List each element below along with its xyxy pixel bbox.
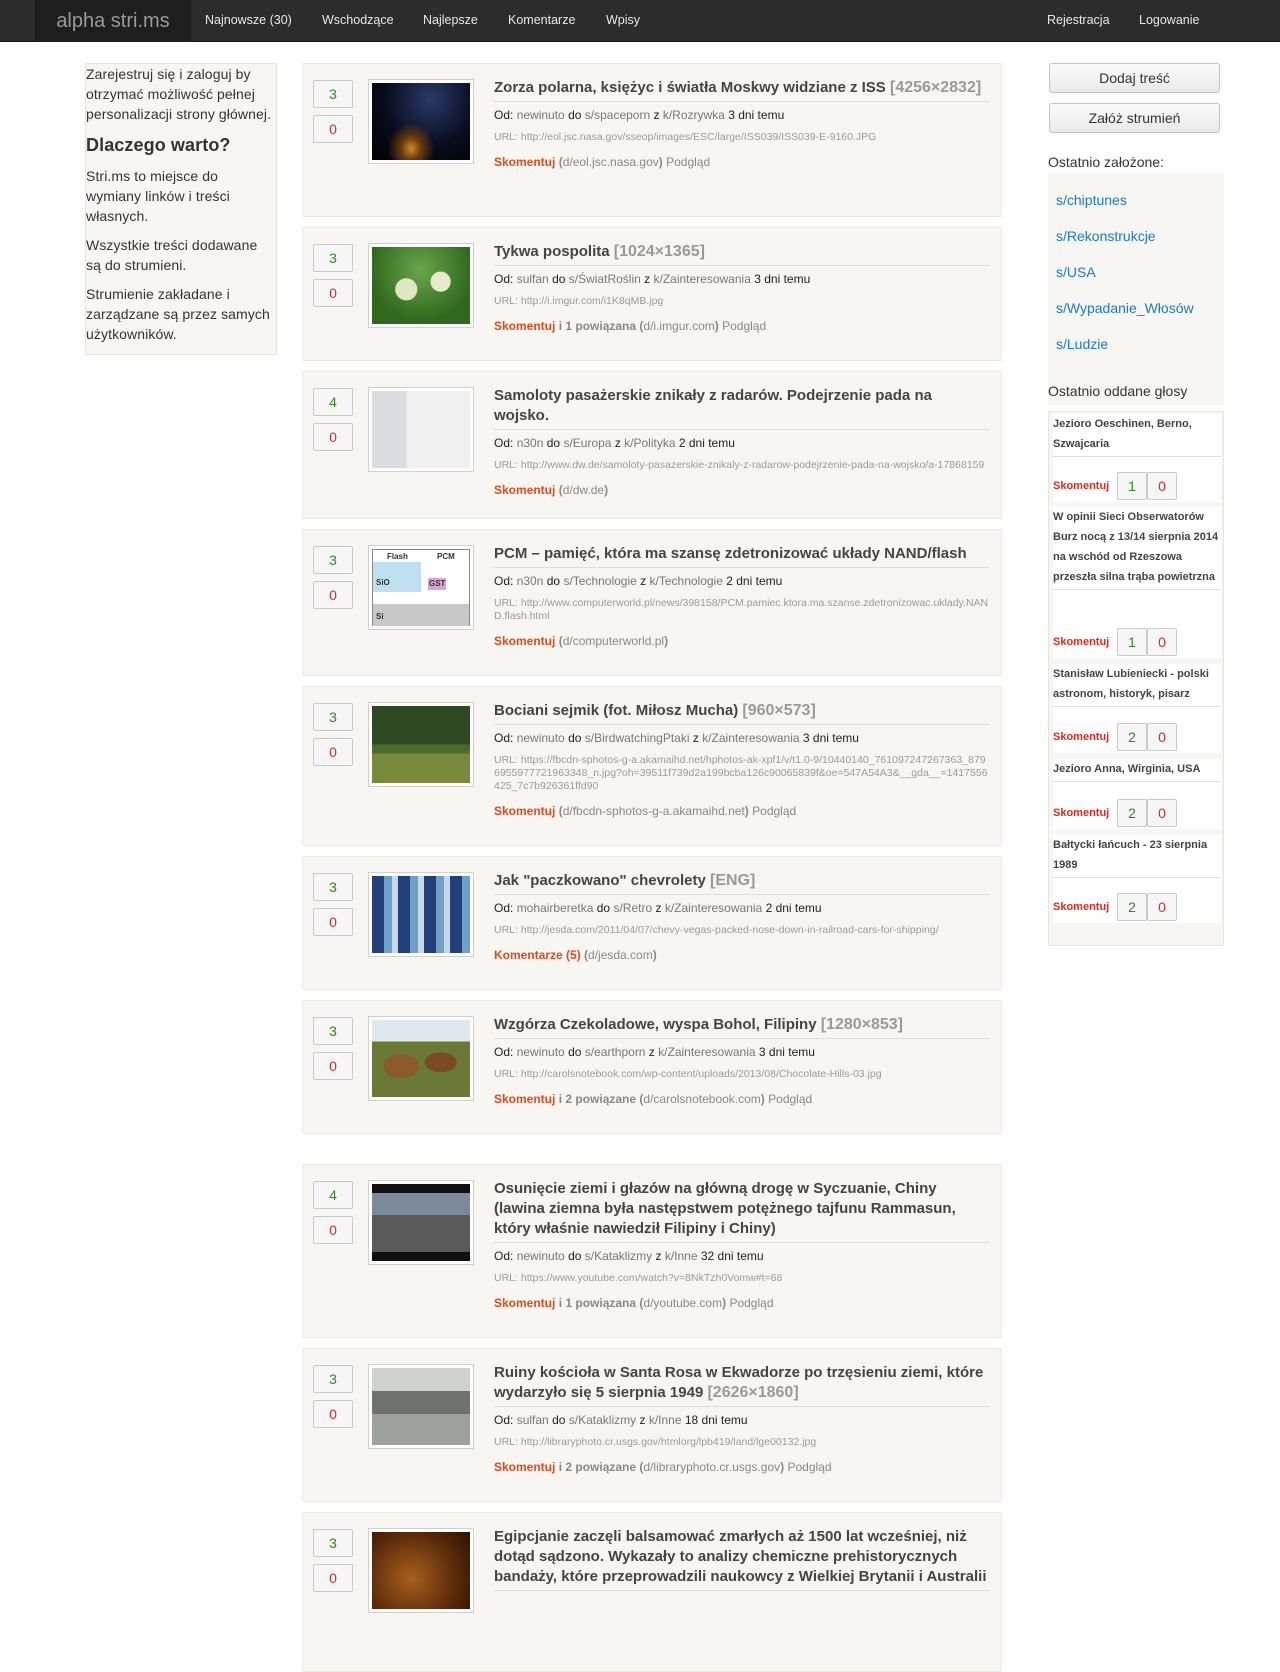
- post-url: [494, 295, 989, 308]
- author-link[interactable]: newinuto: [516, 731, 565, 745]
- post-dimensions: [1024×1365]: [613, 243, 705, 260]
- downvote-button[interactable]: 0: [313, 1564, 353, 1592]
- post-title-text[interactable]: Osunięcie ziemi i głazów na główną drogę w Syczuanie, Chiny (lawina ziemna była następstwem potężnego tajfunu Rammasun, który właśnie nawiedził Filipiny i Chiny): [494, 1180, 956, 1237]
- thumbnail-image: [372, 1368, 470, 1445]
- from-label: Od:: [494, 436, 514, 450]
- downvote-button[interactable]: 0: [313, 738, 353, 766]
- thumbnail-image: [372, 247, 470, 324]
- recent-votes-title: Ostatnio oddane głosy: [1048, 383, 1188, 399]
- why-heading: Dlaczego warto?: [86, 135, 231, 155]
- category-link[interactable]: k/Inne: [648, 1413, 682, 1427]
- post-time: 3 dni temu: [754, 272, 811, 286]
- post-info: [494, 544, 989, 649]
- comment-link[interactable]: Skomentuj: [494, 804, 556, 818]
- post-title-text[interactable]: Bociani sejmik (fot. Miłosz Mucha): [494, 702, 739, 719]
- post-title[interactable]: [494, 544, 989, 568]
- vote-item-upvote[interactable]: 2: [1117, 799, 1147, 827]
- upvote-button[interactable]: 3: [313, 80, 353, 108]
- vote-item-upvote[interactable]: 1: [1117, 628, 1147, 656]
- stream-link[interactable]: s/Kataklizmy: [584, 1249, 653, 1263]
- to-label: do: [568, 1045, 582, 1059]
- post-title[interactable]: [494, 701, 989, 725]
- url-link[interactable]: http://eol.jsc.nasa.gov/sseop/images/ESC/large/ISS039/ISS039-E-9160.JPG: [520, 131, 877, 143]
- url-link[interactable]: http://libraryphoto.cr.usgs.gov/htmlorg/lpb419/land/lge00132.jpg: [520, 1436, 817, 1448]
- post-title[interactable]: [494, 242, 989, 266]
- downvote-button[interactable]: 0: [313, 1400, 353, 1428]
- to-label: do: [552, 272, 566, 286]
- url-link[interactable]: http://www.dw.de/samoloty-pasazerskie-znikaly-z-radarow-podejrzenie-pada-na-wojsko/a-17868159: [520, 459, 985, 471]
- post-time: 3 dni temu: [802, 731, 859, 745]
- category-link[interactable]: k/Polityka: [624, 436, 676, 450]
- post-time: 2 dni temu: [678, 436, 735, 450]
- z-label: z: [644, 272, 651, 286]
- upvote-button[interactable]: 3: [313, 703, 353, 731]
- category-link[interactable]: k/Zainteresowania: [664, 901, 763, 915]
- post-dimensions: [2626×1860]: [707, 1384, 799, 1401]
- url-label: URL:: [494, 1272, 518, 1284]
- post-card: [302, 371, 1002, 519]
- z-label: z: [648, 1045, 655, 1059]
- post-meta: [494, 271, 989, 287]
- from-label: Od:: [494, 901, 514, 915]
- downvote-button[interactable]: 0: [313, 279, 353, 307]
- post-meta: [494, 573, 989, 589]
- nav-comments[interactable]: Komentarze: [508, 13, 576, 27]
- post-title[interactable]: [494, 1179, 989, 1243]
- post-info: [494, 1015, 989, 1107]
- domain-link[interactable]: d/jesda.com: [588, 948, 653, 962]
- post-card: [302, 63, 1002, 217]
- post-card: [302, 686, 1002, 846]
- stream-link[interactable]: s/earthporn: [584, 1045, 646, 1059]
- related-link[interactable]: i 2 powiązane: [558, 1460, 637, 1474]
- from-label: Od:: [494, 1413, 514, 1427]
- vote-item-title[interactable]: Stanisław Lubieniecki - polski astronom, historyk, pisarz: [1053, 664, 1221, 707]
- upvote-button[interactable]: 4: [313, 1181, 353, 1209]
- author-link[interactable]: newinuto: [516, 108, 565, 122]
- upvote-button[interactable]: 3: [313, 1529, 353, 1557]
- post-thumbnail[interactable]: [368, 545, 474, 630]
- domain-link[interactable]: d/computerworld.pl: [562, 634, 665, 648]
- from-label: Od:: [494, 272, 514, 286]
- post-thumbnail[interactable]: [368, 79, 474, 164]
- related-link[interactable]: i 1 powiązana: [558, 319, 637, 333]
- author-link[interactable]: n30n: [516, 574, 544, 588]
- post-meta: [494, 730, 989, 746]
- author-link[interactable]: mohairberetka: [516, 901, 594, 915]
- thumbnail-image: [372, 83, 470, 160]
- from-label: Od:: [494, 1249, 514, 1263]
- pcm-label-sio: SiO: [376, 578, 390, 587]
- post-info: [494, 1363, 989, 1475]
- preview-link[interactable]: Podgląd: [752, 804, 797, 818]
- post-title-text[interactable]: PCM – pamięć, która ma szansę zdetronizować układy NAND/flash: [494, 545, 967, 562]
- post-actions: Skomentuj i 2 powiązane (d/carolsnotebook.com) Podgląd: [494, 1092, 813, 1106]
- thumbnail-image: [372, 1020, 470, 1097]
- upvote-button[interactable]: 3: [313, 546, 353, 574]
- from-label: Od:: [494, 108, 514, 122]
- to-label: do: [546, 574, 561, 588]
- post-card: [302, 1000, 1002, 1134]
- comment-link[interactable]: Skomentuj: [494, 634, 556, 648]
- post-title-text[interactable]: Egipcjanie zaczęli balsamować zmarłych aż 1500 lat wcześniej, niż dotąd sądzono. Wykazały to analizy chemiczne prehistorycznych bandaży, które przeprowadzili naukowcy z Wielkiej Brytanii i Australii: [494, 1528, 987, 1585]
- post-title[interactable]: [494, 78, 989, 102]
- thumbnail-image: [372, 876, 470, 953]
- preview-link[interactable]: Podgląd: [666, 155, 711, 169]
- to-label: do: [568, 108, 582, 122]
- thumbnail-image: [372, 549, 470, 626]
- domain-link[interactable]: d/dw.de: [562, 483, 605, 497]
- from-label: Od:: [494, 731, 514, 745]
- post-title-text[interactable]: Ruiny kościoła w Santa Rosa w Ekwadorze po trzęsieniu ziemi, które wydarzyło się 5 sierpnia 1949: [494, 1364, 984, 1401]
- url-label: URL:: [494, 295, 518, 307]
- register-prompt: Zarejestruj się i zaloguj by otrzymać możliwość pełnej personalizacji strony głównej.: [86, 66, 272, 122]
- domain-link[interactable]: d/fbcdn-sphotos-g-a.akamaihd.net: [562, 804, 745, 818]
- vote-item-comment[interactable]: Skomentuj: [1053, 480, 1110, 492]
- upvote-button[interactable]: 3: [313, 1017, 353, 1045]
- upvote-button[interactable]: 3: [313, 244, 353, 272]
- post-actions: Skomentuj (d/fbcdn-sphotos-g-a.akamaihd.net) Podgląd: [494, 804, 797, 818]
- downvote-button[interactable]: 0: [313, 115, 353, 143]
- vote-item-downvote[interactable]: 0: [1147, 893, 1177, 921]
- comment-link[interactable]: Skomentuj: [494, 1092, 556, 1106]
- thumbnail-image: [372, 1532, 470, 1609]
- to-label: do: [552, 1413, 566, 1427]
- post-actions: Skomentuj i 2 powiązane (d/libraryphoto.cr.usgs.gov) Podgląd: [494, 1460, 832, 1474]
- post-url: [494, 131, 989, 144]
- vote-item-upvote[interactable]: 1: [1117, 472, 1147, 500]
- stream-link[interactable]: s/BirdwatchingPtaki: [584, 731, 690, 745]
- comment-link[interactable]: Skomentuj: [494, 319, 556, 333]
- post-card: [302, 227, 1002, 361]
- category-link[interactable]: k/Technologie: [649, 574, 723, 588]
- post-meta: [494, 1044, 989, 1060]
- nav-entries[interactable]: Wpisy: [606, 13, 641, 27]
- post-url: [494, 754, 989, 793]
- to-label: do: [568, 731, 582, 745]
- thumbnail-image: [372, 1184, 470, 1261]
- post-url: [494, 1068, 989, 1081]
- vote-item: [1053, 759, 1221, 829]
- url-label: URL:: [494, 459, 518, 471]
- category-link[interactable]: k/Inne: [664, 1249, 698, 1263]
- vote-item-downvote[interactable]: 0: [1147, 628, 1177, 656]
- post-thumbnail[interactable]: [368, 1528, 474, 1613]
- post-actions: Komentarze (5) (d/jesda.com): [494, 948, 657, 962]
- vote-item-title[interactable]: Jezioro Oeschinen, Berno, Szwajcaria: [1053, 414, 1221, 457]
- stream-link[interactable]: s/spaceporn: [584, 108, 651, 122]
- vote-item-downvote[interactable]: 0: [1147, 472, 1177, 500]
- vote-item-comment[interactable]: Skomentuj: [1053, 901, 1110, 913]
- z-label: z: [639, 1413, 646, 1427]
- url-link[interactable]: https://www.youtube.com/watch?v=8NkTzh0Vomw#t=68: [520, 1272, 783, 1284]
- recent-streams-title: Ostatnio założone:: [1048, 154, 1164, 170]
- downvote-button[interactable]: 0: [313, 908, 353, 936]
- url-label: URL:: [494, 131, 518, 143]
- post-thumbnail[interactable]: [368, 702, 474, 787]
- stream-link[interactable]: s/Retro: [613, 901, 653, 915]
- recent-streams-list: [1048, 173, 1224, 405]
- recent-stream-link[interactable]: s/chiptunes: [1056, 192, 1127, 208]
- recent-stream-link[interactable]: s/Ludzie: [1056, 336, 1109, 352]
- comment-link[interactable]: Skomentuj: [494, 155, 556, 169]
- category-link[interactable]: k/Zainteresowania: [653, 272, 751, 286]
- from-label: Od:: [494, 574, 514, 588]
- preview-link[interactable]: Podgląd: [722, 319, 767, 333]
- url-label: URL:: [494, 754, 518, 766]
- sidebar-left-info: [85, 63, 277, 355]
- post-thumbnail[interactable]: [368, 387, 474, 472]
- post-thumbnail[interactable]: [368, 872, 474, 957]
- post-title[interactable]: [494, 1015, 989, 1039]
- related-link[interactable]: i 2 powiązane: [558, 1092, 637, 1106]
- downvote-button[interactable]: 0: [313, 581, 353, 609]
- post-title[interactable]: [494, 386, 989, 430]
- recent-votes-list: [1048, 411, 1224, 946]
- url-link[interactable]: http://www.computerworld.pl/news/398158/PCM.pamiec.ktora.ma.szanse.zdetronizowac.uklady.NAND.flash.html: [494, 597, 989, 622]
- downvote-button[interactable]: 0: [313, 1052, 353, 1080]
- why-paragraph: Stri.ms to miejsce do wymiany linków i treści własnych.: [86, 168, 230, 224]
- domain-link[interactable]: d/i.imgur.com: [643, 319, 715, 333]
- post-time: 3 dni temu: [728, 108, 785, 122]
- post-info: [494, 386, 989, 498]
- post-title-text[interactable]: Wzgórza Czekoladowe, wyspa Bohol, Filipiny: [494, 1016, 817, 1033]
- stream-link[interactable]: s/Europa: [563, 436, 612, 450]
- post-time: 18 dni temu: [684, 1413, 748, 1427]
- to-label: do: [546, 436, 561, 450]
- vote-item-comment[interactable]: Skomentuj: [1053, 731, 1110, 743]
- post-dimensions: [ENG]: [709, 872, 756, 889]
- post-title[interactable]: [494, 1363, 989, 1407]
- preview-link[interactable]: Podgląd: [729, 1296, 774, 1310]
- post-dimensions: [4256×2832]: [889, 79, 982, 96]
- upvote-button[interactable]: 4: [313, 388, 353, 416]
- to-label: do: [568, 1249, 582, 1263]
- post-time: 3 dni temu: [758, 1045, 815, 1059]
- nav-newest[interactable]: Najnowsze (30): [205, 13, 292, 27]
- preview-link[interactable]: Podgląd: [768, 1092, 813, 1106]
- pcm-label-si: Si: [376, 612, 384, 621]
- related-link[interactable]: i 1 powiązana: [558, 1296, 637, 1310]
- z-label: z: [655, 901, 662, 915]
- post-dimensions: [960×573]: [742, 702, 816, 719]
- post-title[interactable]: [494, 1527, 989, 1591]
- post-card: [302, 1348, 1002, 1502]
- post-card: [302, 529, 1002, 676]
- stream-link[interactable]: s/Kataklizmy: [568, 1413, 637, 1427]
- post-info: [494, 1527, 989, 1591]
- pcm-label-flash: Flash: [387, 552, 408, 561]
- why-paragraph: Wszystkie treści dodawane są do strumieni.: [86, 237, 258, 273]
- vote-item: [1053, 507, 1221, 658]
- post-thumbnail[interactable]: [368, 1180, 474, 1265]
- post-info: [494, 78, 989, 170]
- post-title-text[interactable]: Zorza polarna, księżyc i światła Moskwy widziane z ISS: [494, 79, 886, 96]
- post-card: [302, 1512, 1002, 1672]
- vote-item: [1053, 664, 1221, 753]
- from-label: Od:: [494, 1045, 514, 1059]
- preview-link[interactable]: Podgląd: [787, 1460, 832, 1474]
- post-thumbnail[interactable]: [368, 243, 474, 328]
- recent-stream-link[interactable]: s/Rekonstrukcje: [1056, 228, 1156, 244]
- post-actions: Skomentuj i 1 powiązana (d/youtube.com) Podgląd: [494, 1296, 774, 1310]
- vote-item-comment[interactable]: Skomentuj: [1053, 807, 1110, 819]
- domain-link[interactable]: d/carolsnotebook.com: [643, 1092, 761, 1106]
- post-card: [302, 1164, 1002, 1338]
- post-time: 32 dni temu: [700, 1249, 764, 1263]
- category-link[interactable]: k/Rozrywka: [662, 108, 725, 122]
- author-link[interactable]: sulfan: [516, 272, 549, 286]
- url-label: URL:: [494, 597, 518, 609]
- upvote-button[interactable]: 3: [313, 1365, 353, 1393]
- thumbnail-image: [372, 706, 470, 783]
- add-content-button[interactable]: Dodaj treść: [1049, 63, 1220, 93]
- pcm-substrate: [373, 604, 469, 626]
- pcm-label-pcm: PCM: [437, 552, 455, 561]
- post-time: 2 dni temu: [765, 901, 822, 915]
- nav-rising[interactable]: Wschodzące: [322, 13, 394, 27]
- url-label: URL:: [494, 1068, 518, 1080]
- domain-link[interactable]: d/eol.jsc.nasa.gov: [562, 155, 659, 169]
- post-meta: [494, 900, 989, 916]
- nav-best[interactable]: Najlepsze: [423, 13, 478, 27]
- post-info: [494, 871, 989, 963]
- vote-item-upvote[interactable]: 2: [1117, 893, 1147, 921]
- post-info: [494, 1179, 989, 1311]
- post-url: [494, 597, 989, 623]
- vote-item-title[interactable]: W opinii Sieci Obserwatorów Burz nocą z 13/14 sierpnia 2014 na wschód od Rzeszowa przeszła silna trąba powietrzna: [1053, 507, 1221, 590]
- post-meta: [494, 435, 989, 451]
- author-link[interactable]: sulfan: [516, 1413, 549, 1427]
- post-title-text[interactable]: Tykwa pospolita: [494, 243, 610, 260]
- why-paragraph: Strumienie zakładane i zarządzane są przez samych użytkowników.: [86, 286, 270, 342]
- vote-item: [1053, 414, 1221, 502]
- domain-link[interactable]: d/youtube.com: [643, 1296, 723, 1310]
- stream-link[interactable]: s/ŚwiatRoślin: [568, 272, 641, 286]
- top-navbar: [0, 0, 1280, 42]
- vote-item-downvote[interactable]: 0: [1147, 799, 1177, 827]
- z-label: z: [640, 574, 647, 588]
- comment-link[interactable]: Skomentuj: [494, 1296, 556, 1310]
- post-title-text[interactable]: Samoloty pasażerskie znikały z radarów. Podejrzenie pada na wojsko.: [494, 387, 932, 424]
- post-actions: Skomentuj (d/computerworld.pl): [494, 634, 669, 648]
- category-link[interactable]: k/Zainteresowania: [702, 731, 800, 745]
- post-thumbnail[interactable]: [368, 1364, 474, 1449]
- vote-item-downvote[interactable]: 0: [1147, 723, 1177, 751]
- brand-logo[interactable]: alpha stri.ms: [35, 0, 191, 42]
- post-time: 2 dni temu: [726, 574, 783, 588]
- vote-item-title[interactable]: Bałtycki łańcuch - 23 sierpnia 1989: [1053, 835, 1221, 878]
- post-meta: [494, 1248, 989, 1264]
- domain-link[interactable]: d/libraryphoto.cr.usgs.gov: [643, 1460, 781, 1474]
- comment-link[interactable]: Komentarze (5): [494, 948, 581, 962]
- create-stream-button[interactable]: Załóż strumień: [1049, 103, 1220, 133]
- z-label: z: [614, 436, 621, 450]
- z-label: z: [655, 1249, 662, 1263]
- post-actions: Skomentuj (d/eol.jsc.nasa.gov) Podgląd: [494, 155, 711, 169]
- to-label: do: [596, 901, 611, 915]
- post-card: [302, 856, 1002, 990]
- url-link[interactable]: http://jesda.com/2011/04/07/chevy-vegas-packed-nose-down-in-railroad-cars-for-shipping/: [520, 924, 939, 936]
- author-link[interactable]: n30n: [516, 436, 544, 450]
- nav-register[interactable]: Rejestracja: [1047, 13, 1110, 27]
- vote-item-comment[interactable]: Skomentuj: [1053, 636, 1110, 648]
- url-link[interactable]: http://carolsnotebook.com/wp-content/uploads/2013/08/Chocolate-Hills-03.jpg: [520, 1068, 882, 1080]
- url-link[interactable]: http://i.imgur.com/i1K8qMB.jpg: [520, 295, 664, 307]
- comment-link[interactable]: Skomentuj: [494, 483, 556, 497]
- post-actions: Skomentuj i 1 powiązana (d/i.imgur.com) Podgląd: [494, 319, 767, 333]
- downvote-button[interactable]: 0: [313, 1216, 353, 1244]
- post-dimensions: [1280×853]: [820, 1016, 904, 1033]
- author-link[interactable]: newinuto: [516, 1045, 565, 1059]
- post-info: [494, 242, 989, 334]
- thumbnail-image: [372, 391, 470, 468]
- vote-item-title[interactable]: Jezioro Anna, Wirginia, USA: [1053, 759, 1221, 782]
- post-thumbnail[interactable]: [368, 1016, 474, 1101]
- recent-stream-link[interactable]: s/USA: [1056, 264, 1096, 280]
- author-link[interactable]: newinuto: [516, 1249, 565, 1263]
- post-title-text[interactable]: Jak "paczkowano" chevrolety: [494, 872, 706, 889]
- post-url: [494, 1436, 989, 1449]
- recent-stream-link[interactable]: s/Wypadanie_Włosów: [1056, 300, 1194, 316]
- upvote-button[interactable]: 3: [313, 873, 353, 901]
- stream-link[interactable]: s/Technologie: [563, 574, 637, 588]
- pcm-label-gst: GST: [429, 579, 446, 588]
- z-label: z: [692, 731, 699, 745]
- vote-item: [1053, 835, 1221, 923]
- nav-login[interactable]: Logowanie: [1139, 13, 1200, 27]
- comment-link[interactable]: Skomentuj: [494, 1460, 556, 1474]
- z-label: z: [653, 108, 660, 122]
- category-link[interactable]: k/Zainteresowania: [658, 1045, 756, 1059]
- post-info: [494, 701, 989, 819]
- downvote-button[interactable]: 0: [313, 423, 353, 451]
- vote-item-upvote[interactable]: 2: [1117, 723, 1147, 751]
- post-url: [494, 924, 989, 937]
- post-title[interactable]: [494, 871, 989, 895]
- url-label: URL:: [494, 1436, 518, 1448]
- post-meta: [494, 107, 989, 123]
- post-actions: Skomentuj (d/dw.de): [494, 483, 609, 497]
- url-link[interactable]: https://fbcdn-sphotos-g-a.akamaihd.net/hphotos-ak-xpf1/v/t1.0-9/10440140_761097247267363_8796955977721963348_n.jpg?oh=39511f739d2a199bcba126c90065839f&oe=547A54A3&__gda__=1417556425_7c7b926361ffd90: [494, 754, 988, 792]
- post-url: [494, 459, 989, 472]
- post-url: [494, 1272, 989, 1285]
- url-label: URL:: [494, 924, 518, 936]
- post-meta: [494, 1412, 989, 1428]
